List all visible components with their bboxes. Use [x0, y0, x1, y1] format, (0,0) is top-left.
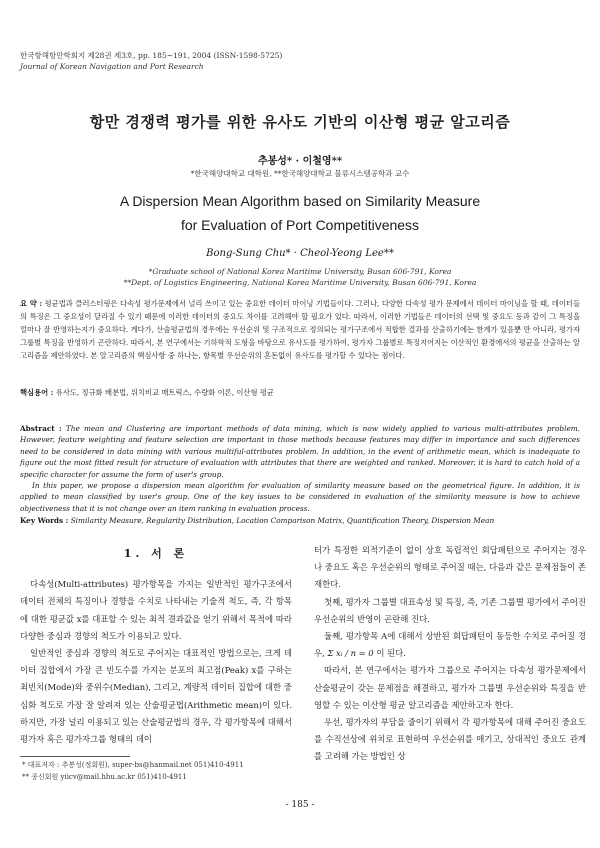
affiliation-korean: *한국해양대학교 대학원, **한국해양대학교 물류시스템공학과 교수 [190, 169, 410, 178]
affiliation-english-2: **Dept. of Logistics Engineering, National Korea Maritime University, Busan 606-791, Korea [123, 278, 477, 287]
section-heading-introduction: 1. 서 론 [123, 547, 189, 560]
abstract-korean [20, 297, 580, 362]
body-paragraph [314, 628, 586, 662]
body-paragraph: 우선, 평가자의 부담을 줄이기 위해서 각 평가항목에 대해 주어진 중요도를 수직선상에 위치로 표현하여 우선순위를 매기고, 상대적인 중요도 관계를 고려해 가는 방법인 상 [314, 717, 586, 762]
body-paragraph: 다속성(Multi-attributes) 평가항목을 가지는 일반적인 평가구조에서 데이터 전체의 특징이나 경향을 수치로 나타내는 기술적 척도, 즉, 각 항목에 대한 평균값 x를 대표할 수 있는 최적 결과값을 얻기 위해서 목적에 따라 다양한 중심과 경향의 척도가 이용되고 있다. [20, 579, 292, 641]
body-column-left [20, 545, 292, 748]
abstract-english-para1: The mean and Clustering are important methods of data mining, which is now widely applied to various multi-attributes problem. However, feature weighting and feature selection are important in those methods because features may differ in importance and such differences need to be considered in data mining with various multiful-attributes problem. In addition, in the event of arithmetic mean, which is inadequate to figure out the most fitted result for structure of evaluation with attributes that there are weighted and ranked. Moreover, it is hard to catch hold of a specific character for assume the form of user's group. [20, 424, 580, 479]
abstract-korean-label: 요 약 : [20, 299, 43, 308]
journal-citation: 한국항해항만학회지 제28권 제3호, pp. 185~191, 2004 (ISSN-1598-5725) [20, 51, 283, 60]
body-paragraph: 터가 특정한 외적기준이 없이 상호 독립적인 회답패턴으로 주어지는 경우나 중요도 혹은 우선순위의 형태로 주어질 때는, 다음과 같은 문제점들이 존재한다. [314, 545, 586, 590]
keywords-korean-text: 유사도, 정규화 배분법, 위치비교 매트릭스, 수량화 이론, 이산형 평균 [55, 388, 274, 397]
body-text: 이 된다. [376, 648, 406, 659]
title-korean: 항만 경쟁력 평가를 위한 유사도 기반의 이산형 평균 알고리즘 [89, 113, 511, 131]
keywords-english-text: Similarity Measure, Regularity Distribution, Location Comparison Matrix, Quantification Theory, Dispersion Mean [70, 516, 495, 525]
abstract-korean-text: 평균법과 클러스터링은 다속성 평가문제에서 널리 쓰이고 있는 중요한 데이터 마이닝 기법들이다. 그러나, 다양한 다속성 평가 문제에서 데이터 마이닝을 할 때, 데이터들의 특징은 그 중요성이 달라질 수 있기 때문에 이러한 데이터의 중요도 차이를 고려해야 할 필요가 있다. 따라서, 이러한 기법들은 데이터의 선택 및 중요도 등과 같이 그 특징을 얼마나 잘 반영하는지가 중요하다. 게다가, 산술평균법의 경우에는 우선순위 및 구조적으로 정의되는 평가구조에서 적합한 결과를 산출하기에는 한계가 있음뿐 만 아니라, 평가자 그룹별 특징을 반영하기 곤란하다. 따라서, 본 연구에서는 기하학적 도형을 바탕으로 유사도를 평가하여, 평가자 그룹별로 특징지어지는 이산적인 환경에서의 평균을 산출하는 알고리즘을 제안하였다. 본 알고리즘의 핵심사항 중 하나는, 항목별 우선순위의 혼돈없이 유사도를 평가할 수 있다는 점이다. [20, 299, 581, 360]
affiliation-english [0, 266, 600, 288]
abstract-english [20, 423, 580, 514]
body-paragraph: 첫째, 평가자 그룹별 대표속성 및 특징, 즉, 기존 그룹별 평가에서 주어진 우선순위의 반영이 곤란해 진다. [314, 596, 586, 624]
keywords-korean-label: 핵심용어 : [20, 388, 54, 397]
journal-header [20, 50, 282, 72]
page-number: - 185 - [285, 800, 315, 810]
title-english-line2: for Evaluation of Port Competitiveness [180, 217, 420, 233]
body-column-right [314, 542, 586, 766]
keywords-english-label: Key Words : [20, 516, 69, 525]
abstract-english-para2: In this paper, we propose a dispersion mean algorithm for evaluation of similarity measure based on the geometrical figure. In addition, it is applied to mean classified by user's group. One of the key issues to be considered in evaluation of the similarity measure is how to achieve objectiveness that it is not change over an item ranking in evaluation process. [20, 481, 580, 513]
authors-english: Bong-Sung Chu* · Cheol-Yeong Lee** [206, 248, 394, 259]
journal-name: Journal of Korean Navigation and Port Research [20, 62, 204, 71]
keywords-english [20, 515, 580, 527]
authors-korean: 추봉성* · 이철영** [257, 156, 343, 167]
affiliation-english-1: *Graduate school of National Korea Maritime University, Busan 606-791, Korea [148, 267, 452, 276]
body-paragraph: 일반적인 중심과 경향의 척도로 주어지는 대표적인 방법으로는, 크게 데이터 집합에서 가장 큰 빈도수를 가지는 분포의 최고점(Peak) x를 구하는 최빈치(Mode)와 중위수(Median), 그리고, 계량적 데이터 집합에 대한 중심화 척도로 가장 잘 알려져 있는 산술평균법(Arithmetic mean)이 있다. 하지만, 가장 널리 이용되고 있는 산술평균법의 경우, 각 평가항목에 대해서 평가자 혹은 평가자그룹 형태의 데이 [20, 648, 292, 745]
footnote-divider [20, 756, 130, 757]
title-english [0, 189, 600, 237]
keywords-korean [20, 387, 580, 399]
title-english-line1: A Dispersion Mean Algorithm based on Similarity Measure [119, 193, 481, 209]
abstract-english-label: Abstract : [20, 424, 62, 433]
body-paragraph: 따라서, 본 연구에서는 평가자 그룹으로 주어지는 다속성 평가문제에서 산술평균이 갖는 문제점을 해결하고, 평가자 그룹별 우선순위와 특징을 반영할 수 있는 이산형 평균 알고리즘을 제안하고자 한다. [314, 665, 586, 710]
footnote-corresponding-author: * 대표저자 : 추봉성(정회원), super-bs@hanmail.net 051)410-4911 [22, 761, 244, 769]
sum-formula: Σ xᵢ / n = 0 [327, 648, 374, 659]
body-text: 둘째, 평가항목 A에 대해서 상반된 회답패턴이 동등한 수치로 주어질 경우, [314, 631, 586, 659]
footnote-member: ** 종신회원 yiicv@mail.hhu.ac.kr 051)410-4911 [22, 772, 187, 781]
footnotes [22, 760, 244, 783]
